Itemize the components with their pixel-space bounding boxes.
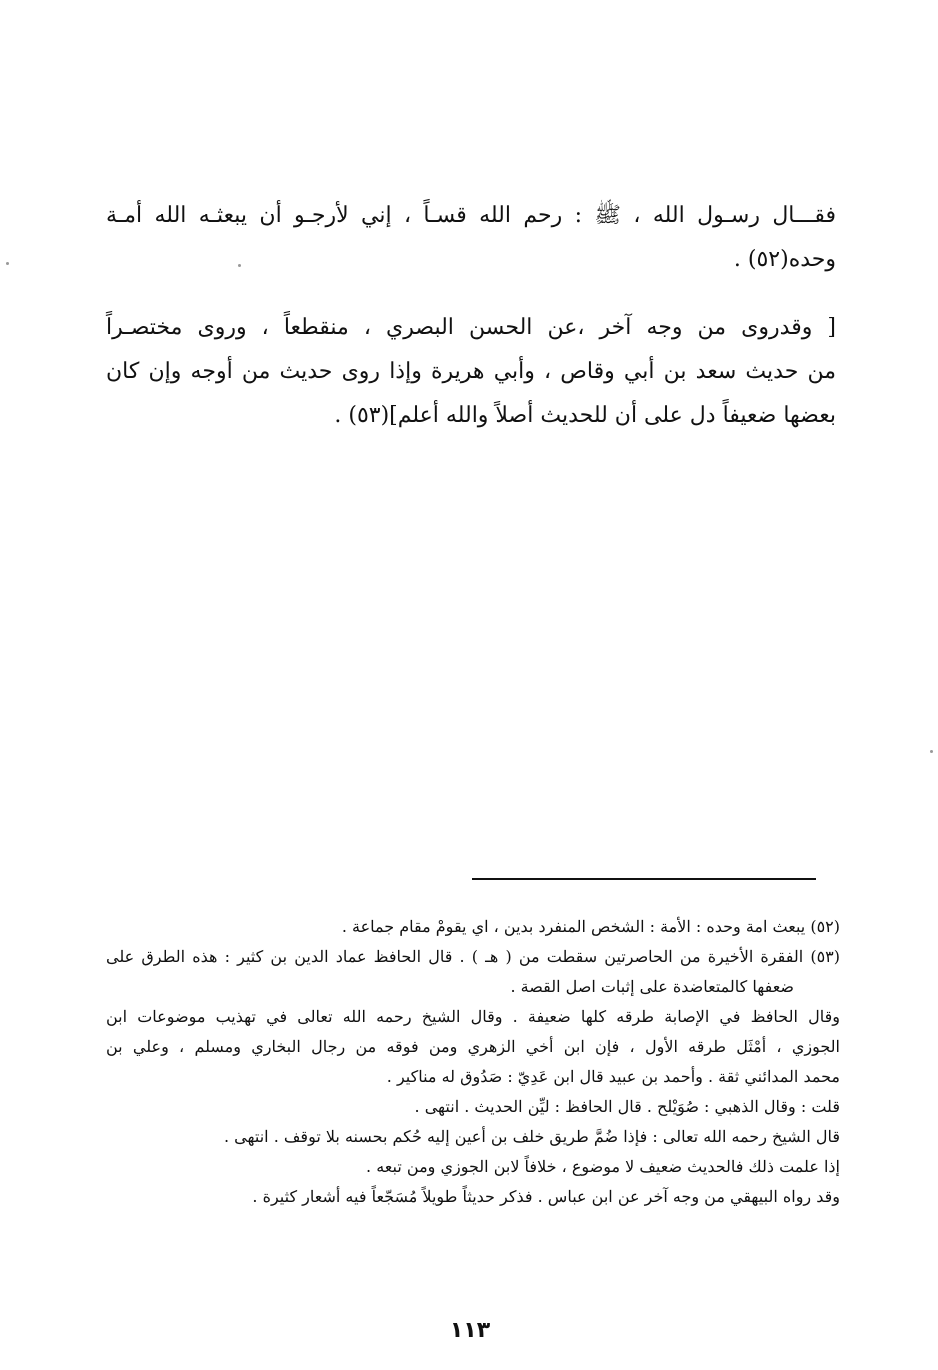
footnote-line: قلت : وقال الذهبي : صُوَيْلح . قال الحافظ : ليِّن الحديث . انتهى . [414, 1097, 840, 1116]
text-line: فقـــال رسـول الله ، ﷺ : رحم الله قسـاً ، إني لأرجـو أن يبعثـه الله أمـة [106, 203, 836, 228]
footnote-line: ضعفها كالمتعاضدة على إثبات اصل القصة . [510, 977, 794, 996]
scan-speck [930, 750, 933, 753]
footnote-line: الجوزي ، أمْثَل طرقه الأول ، فإن ابن أخي الزهري ومن فوقه من رجال البخاري ومسلم ، وعلي بن [106, 1037, 840, 1056]
text-line: بعضها ضعيفاً دل على أن للحديث أصلاً والله أعلم](٥٣) . [334, 403, 836, 428]
footnotes [106, 912, 840, 1212]
scan-speck [6, 262, 9, 265]
footnote-line: قال الشيخ رحمه الله تعالى : فإذا ضُمَّ طريق خلف بن أعين إليه حُكم بحسنه بلا توقف . انتهى . [224, 1127, 840, 1146]
footnote-line: وقال الحافظ في الإصابة طرقه كلها ضعيفة . وقال الشيخ رحمه الله تعالى في تهذيب موضوعات ابن [106, 1007, 840, 1026]
footnote-line: وقد رواه البيهقي من وجه آخر عن ابن عباس . فذكر حديثاً طويلاً مُسَجّعاً فيه أشعار كثيرة . [252, 1187, 840, 1206]
main-paragraph-2 [106, 306, 836, 438]
footnote-line: محمد المدائني ثقة . وأحمد بن عبيد قال ابن عَدِيّ : صَدُوق له مناكير . [386, 1067, 840, 1086]
footnote-52: (٥٢) يبعث امة وحده : الأمة : الشخص المنفرد بدين ، اي يقومْ مقام جماعة . [341, 917, 840, 936]
main-paragraph-1 [106, 194, 836, 282]
text-line: [ وقدروى من وجه آخر ،عن الحسن البصري ، منقطعاً ، وروى مختصـراً [106, 315, 836, 340]
scan-speck [238, 264, 241, 267]
page-number: ١١٣ [449, 1318, 491, 1343]
footnote-53: (٥٣) الفقرة الأخيرة من الحاصرتين سقطت من ( هـ ) . قال الحافظ عماد الدين بن كثير : هذه الطرق على [106, 947, 840, 966]
footnote-separator [472, 878, 816, 880]
text-line: وحده(٥٢) . [733, 247, 836, 272]
text-line: من حديث سعد بن أبي وقاص ، وأبي هريرة وإذا روى حديث من أوجه وإن كان [106, 359, 836, 384]
footnote-line: إذا علمت ذلك فالحديث ضعيف لا موضوع ، خلافاً لابن الجوزي ومن تبعه . [366, 1157, 840, 1176]
